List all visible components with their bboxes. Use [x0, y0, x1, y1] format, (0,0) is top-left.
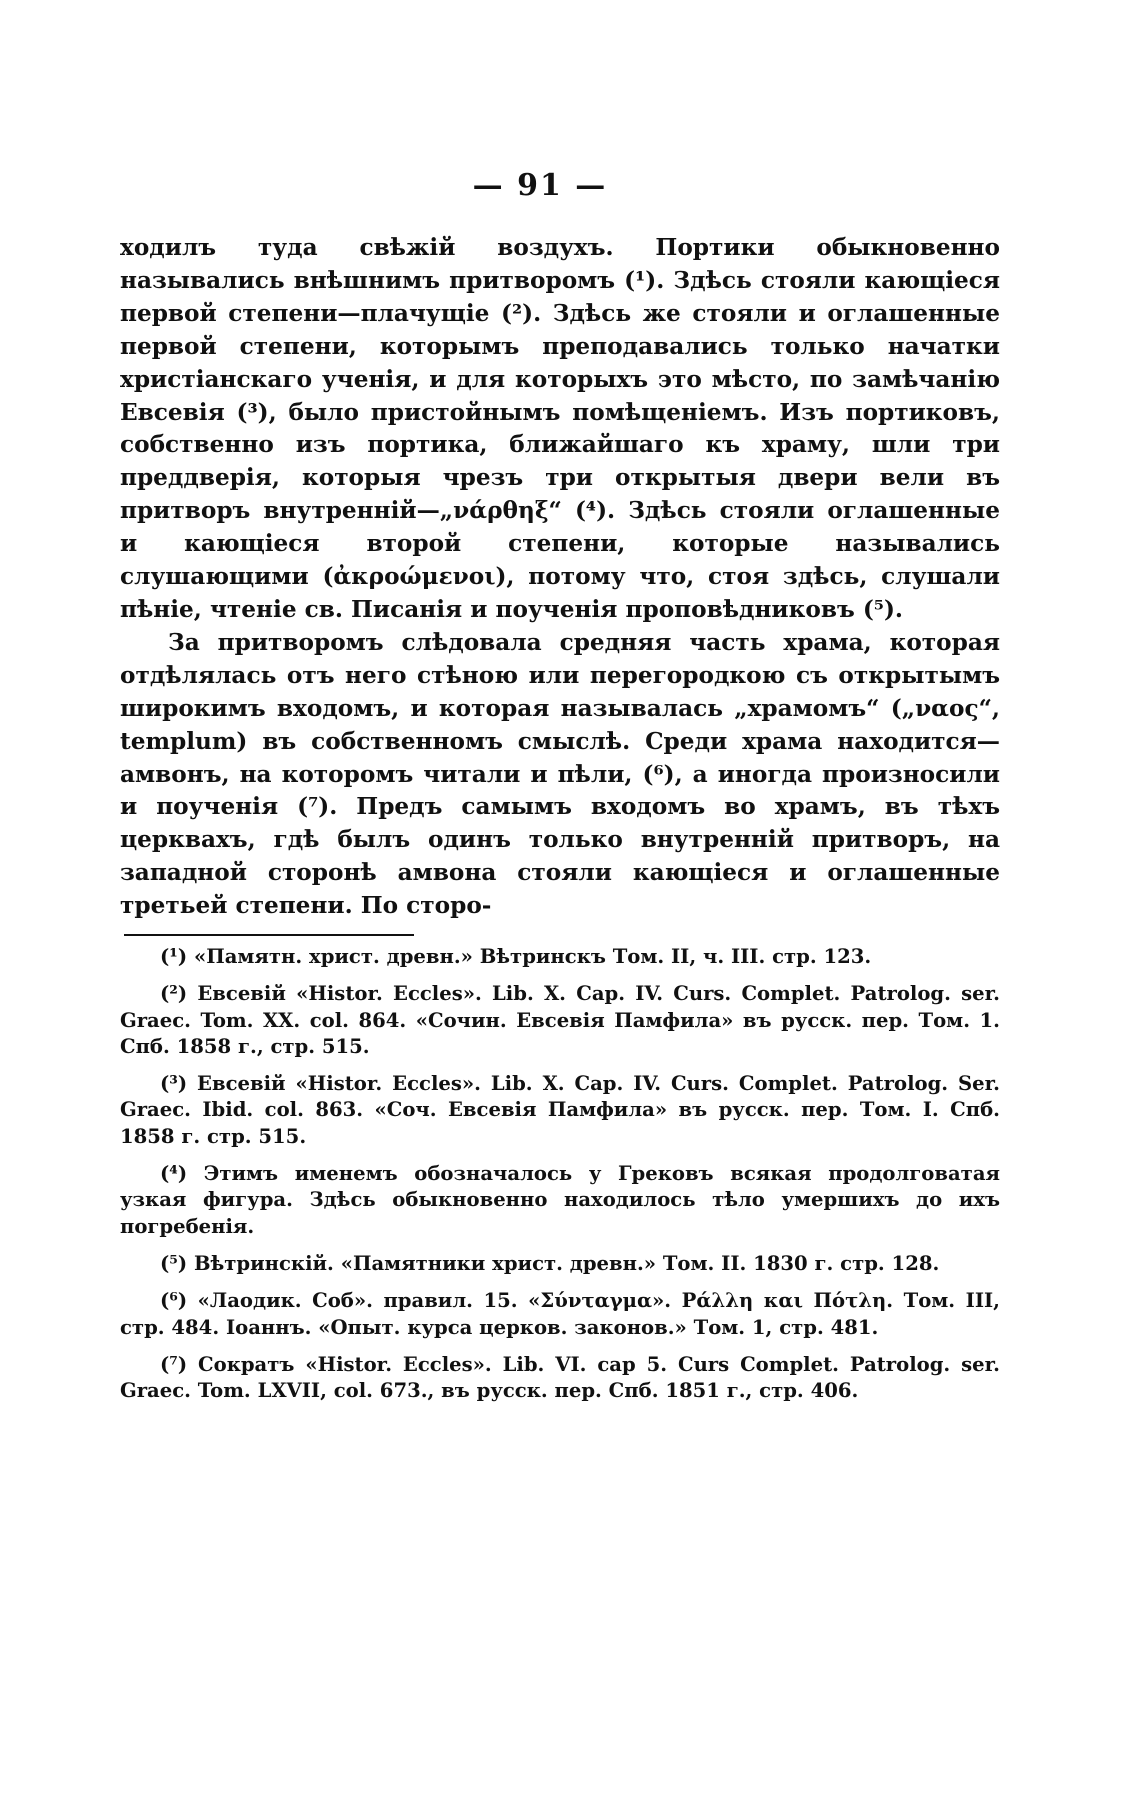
footnote-divider: [124, 934, 414, 936]
page-number: — 91 —: [472, 168, 608, 203]
footnote: (¹) «Памятн. христ. древн.» Вѣтринскъ Том. II, ч. III. стр. 123.: [160, 945, 872, 968]
paragraph: ходилъ туда свѣжій воздухъ. Портики обыкновенно назывались внѣшнимъ притворомъ (¹). Здѣсь стояли кающіеся первой степени—плачущіе (²). Здѣсь же стояли и оглашенные первой степени, которымъ преподавались только начатки христіанскаго ученія, и для которыхъ это мѣсто, по замѣчанію Евсевія (³), было пристойнымъ помѣщеніемъ. Изъ портиковъ, собственно изъ портика, ближайшаго къ храму, шли три преддверія, которыя чрезъ три открытыя двери вели въ притворъ внутренній—„νάρθηξ“ (⁴). Здѣсь стояли оглашенные и кающіеся второй степени, которые назывались слушающими (ἀκροώμενοι), потому что, стоя здѣсь, слушали пѣніе, чтеніе св. Писанія и поученія проповѣдниковъ (⁵).: [120, 234, 1000, 623]
footnotes: [120, 944, 1000, 1404]
footnote: (⁴) Этимъ именемъ обозначалось у Грековъ всякая продолговатая узкая фигура. Здѣсь обыкновенно находилось тѣло умершихъ до ихъ погребенія.: [120, 1162, 1000, 1238]
footnote: (²) Евсевій «Histor. Eccles». Lib. X. Cap. IV. Curs. Complet. Patrolog. ser. Graec. Tom. XX. col. 864. «Сочин. Евсевія Памфила» въ русск. пер. Том. 1. Спб. 1858 г., стр. 515.: [120, 982, 1000, 1058]
footnote: (⁷) Сократъ «Histor. Eccles». Lib. VI. cap 5. Curs Complet. Patrolog. ser. Graec. Tom. LXVII, col. 673., въ русск. пер. Спб. 1851 г., стр. 406.: [120, 1352, 1000, 1403]
main-text: [120, 232, 1000, 923]
footnote: (⁵) Вѣтринскій. «Памятники христ. древн.» Том. II. 1830 г. стр. 128.: [160, 1251, 940, 1275]
footnote: (³) Евсевій «Histor. Eccles». Lib. X. Cap. IV. Curs. Complet. Patrolog. Ser. Graec. Ibid. col. 863. «Соч. Евсевія Памфила» въ русск. пер. Том. I. Спб. 1858 г. стр. 515.: [120, 1072, 1000, 1148]
paragraph: За притворомъ слѣдовала средняя часть храма, которая отдѣлялась отъ него стѣною или перегородкою съ открытымъ широкимъ входомъ, и которая называлась „храмомъ“ („ναος“, templum) въ собственномъ смыслѣ. Среди храма находится—амвонъ, на которомъ читали и пѣли, (⁶), а иногда произносили и поученія (⁷). Предъ самымъ входомъ во храмъ, въ тѣхъ церквахъ, гдѣ былъ одинъ только внутренній притворъ, на западной сторонѣ амвона стояли кающіеся и оглашенные третьей степени. По сторо-: [120, 628, 1000, 920]
footnote: (⁶) «Лаодик. Соб». правил. 15. «Σύνταγμα». Ράλλη και Πότλη. Том. III, стр. 484. Іоаннъ. «Опыт. курса церков. законов.» Том. 1, стр. 481.: [120, 1289, 1000, 1339]
